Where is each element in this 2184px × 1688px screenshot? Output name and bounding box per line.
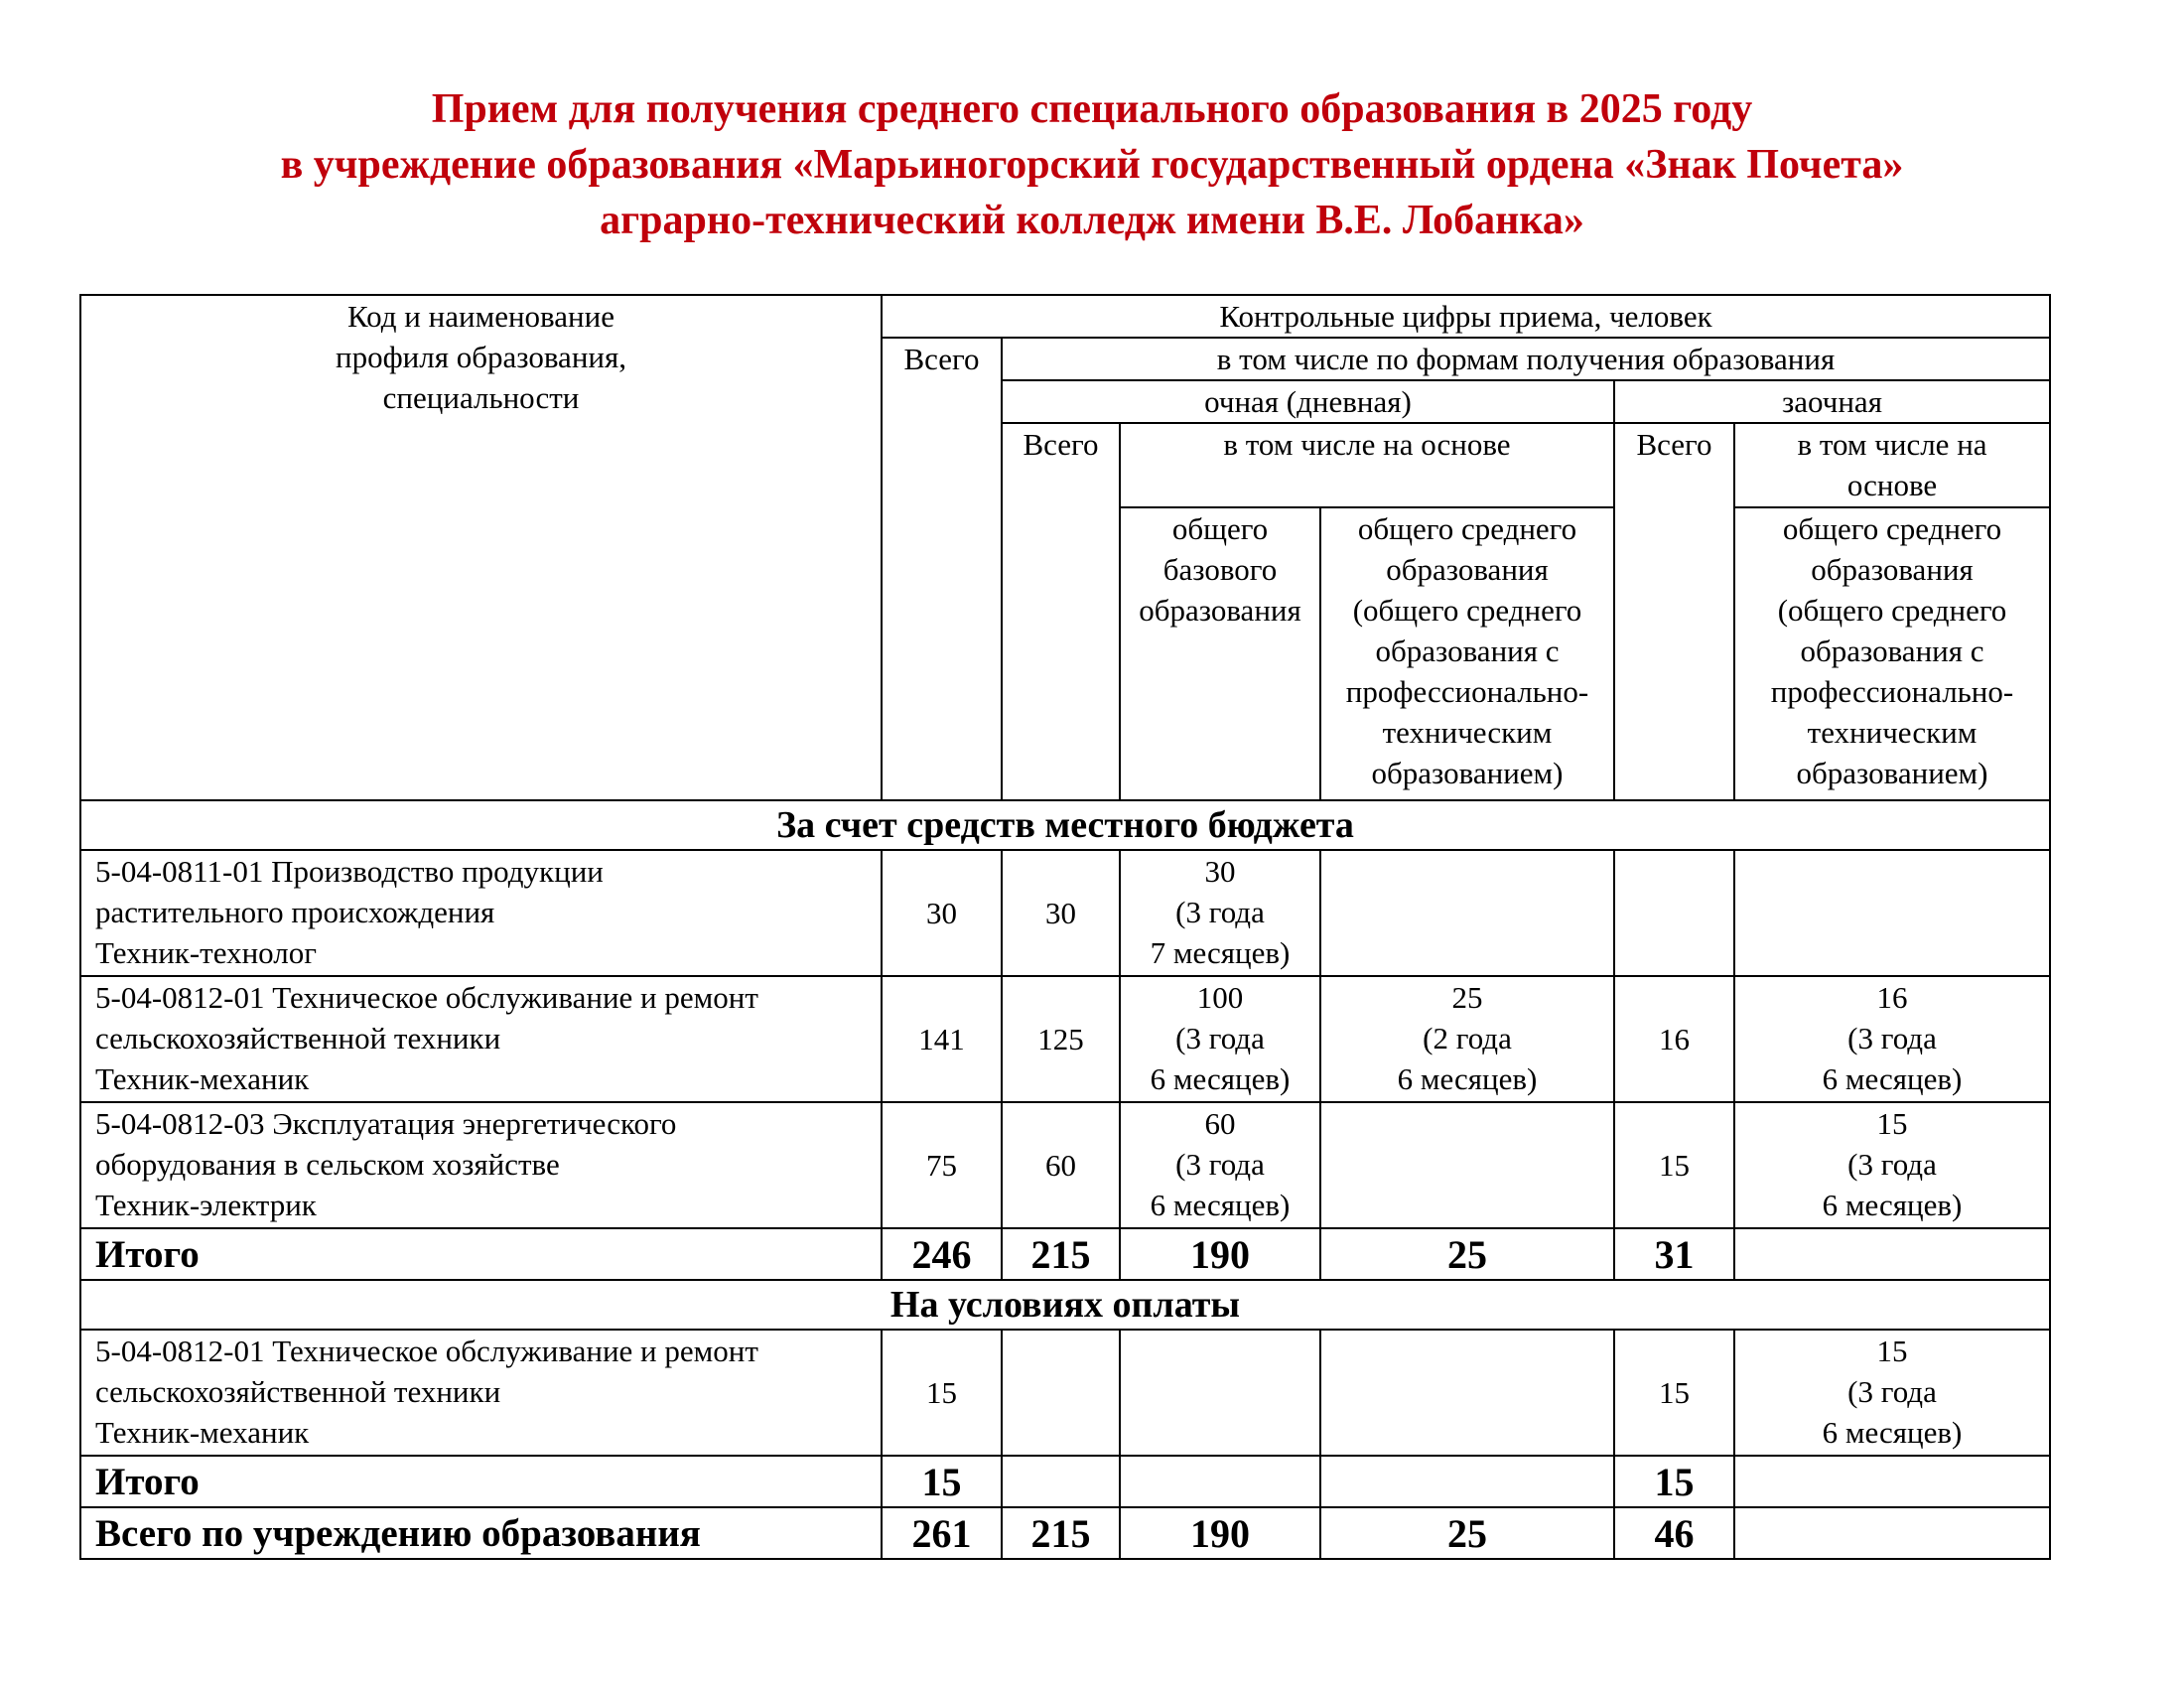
- header-name-line: специальности: [382, 380, 580, 415]
- ft-total-cell: 30: [1002, 850, 1120, 976]
- specialty-name: [80, 1102, 882, 1228]
- paid-total-row: [80, 1456, 2050, 1507]
- cell-line: 5-04-0812-01 Техническое обслуживание и ремонт: [95, 1334, 758, 1368]
- header-parttime: заочная: [1614, 380, 2050, 423]
- total-cell: 141: [882, 976, 1002, 1102]
- pt-total-cell: 15: [1614, 1102, 1734, 1228]
- header-pt-secondary-general: [1734, 507, 2050, 800]
- total-cell: 15: [882, 1330, 1002, 1456]
- pt-secondary-cell: [1734, 1102, 2050, 1228]
- sum-pt-total-cell: 46: [1614, 1507, 1734, 1559]
- pt-secondary-cell: [1734, 976, 2050, 1102]
- table-row: [80, 1330, 2050, 1456]
- section-budget: [80, 800, 2050, 850]
- cell-line: 6 месяцев): [1822, 1188, 1963, 1222]
- cell-line: 6 месяцев): [1397, 1061, 1538, 1096]
- sum-total-cell: 261: [882, 1507, 1002, 1559]
- pt-secondary-cell: [1734, 850, 2050, 976]
- sum-ft-secondary-cell: 25: [1320, 1507, 1614, 1559]
- sum-label: Всего по учреждению образования: [80, 1507, 882, 1559]
- header-control-figures: Контрольные цифры приема, человек: [882, 295, 2050, 338]
- cell-line: образованием): [1796, 756, 1988, 790]
- budget-total-row: [80, 1228, 2050, 1280]
- cell-line: образования: [1139, 593, 1301, 628]
- cell-line: общего среднего: [1357, 511, 1577, 546]
- cell-line: (2 года: [1423, 1021, 1512, 1055]
- cell-line: (3 года: [1175, 1147, 1265, 1182]
- cell-line: (3 года: [1175, 895, 1265, 929]
- header-fulltime: очная (дневная): [1002, 380, 1614, 423]
- title-line-2: в учреждение образования «Марьиногорский государственный ордена «Знак Почета»: [280, 142, 1904, 188]
- cell-line: сельскохозяйственной техники: [95, 1021, 501, 1055]
- pt-total-cell: [1614, 850, 1734, 976]
- ft-basic-cell: [1120, 850, 1320, 976]
- cell-line: 15: [1876, 1106, 1908, 1141]
- cell-line: 6 месяцев): [1822, 1415, 1963, 1450]
- cell-line: 5-04-0812-01 Техническое обслуживание и ремонт: [95, 980, 758, 1015]
- cell-line: 5-04-0812-03 Эксплуатация энергетического: [95, 1106, 677, 1141]
- cell-line: техническим: [1807, 715, 1978, 750]
- cell-line: техническим: [1382, 715, 1553, 750]
- table-row: [80, 976, 2050, 1102]
- sum-ft-total-cell: 215: [1002, 1228, 1120, 1280]
- cell-line: 16: [1876, 980, 1908, 1015]
- ft-total-cell: 125: [1002, 976, 1120, 1102]
- cell-line: образования: [1386, 552, 1549, 587]
- total-cell: 75: [882, 1102, 1002, 1228]
- sum-ft-basic-cell: 190: [1120, 1507, 1320, 1559]
- cell-line: (общего среднего: [1777, 593, 2007, 628]
- pt-total-cell: 15: [1614, 1330, 1734, 1456]
- specialty-name: [80, 1330, 882, 1456]
- header-ft-total: Всего: [1002, 423, 1120, 800]
- cell-line: 7 месяцев): [1150, 935, 1291, 970]
- cell-line: 6 месяцев): [1150, 1061, 1291, 1096]
- ft-total-cell: 60: [1002, 1102, 1120, 1228]
- cell-line: 15: [1876, 1334, 1908, 1368]
- cell-line: профессионально-: [1770, 674, 2014, 709]
- admission-table: [79, 294, 2051, 1560]
- header-name-column: [80, 295, 882, 800]
- ft-secondary-cell: [1320, 1102, 1614, 1228]
- cell-line: сельскохозяйственной техники: [95, 1374, 501, 1409]
- cell-line: 30: [1204, 854, 1236, 889]
- cell-line: Техник-механик: [95, 1061, 310, 1096]
- ft-basic-cell: [1120, 1102, 1320, 1228]
- ft-secondary-cell: [1320, 850, 1614, 976]
- sum-pt-total-cell: 31: [1614, 1228, 1734, 1280]
- header-name-line: профиля образования,: [335, 340, 627, 374]
- ft-secondary-cell: [1320, 1330, 1614, 1456]
- header-basic-general: [1120, 507, 1320, 800]
- cell-line: (3 года: [1847, 1147, 1937, 1182]
- sum-pt-secondary-cell: [1734, 1507, 2050, 1559]
- sum-label: Итого: [80, 1456, 882, 1507]
- cell-line: оборудования в сельском хозяйстве: [95, 1147, 560, 1182]
- cell-line: профессионально-: [1345, 674, 1589, 709]
- sum-ft-total-cell: 215: [1002, 1507, 1120, 1559]
- table-row: [80, 1102, 2050, 1228]
- cell-line: (3 года: [1847, 1374, 1937, 1409]
- ft-total-cell: [1002, 1330, 1120, 1456]
- cell-line: Техник-технолог: [95, 935, 317, 970]
- cell-line: образования с: [1375, 633, 1560, 668]
- sum-ft-total-cell: [1002, 1456, 1120, 1507]
- header-pt-basis-line: основе: [1846, 468, 1938, 502]
- cell-line: растительного происхождения: [95, 895, 495, 929]
- cell-line: 100: [1196, 980, 1244, 1015]
- header-total: Всего: [882, 338, 1002, 800]
- sum-pt-secondary-cell: [1734, 1228, 2050, 1280]
- table-row: [80, 850, 2050, 976]
- header-pt-basis-line: в том числе на: [1797, 427, 1987, 462]
- document-title: [0, 81, 2184, 248]
- cell-line: 6 месяцев): [1150, 1188, 1291, 1222]
- ft-secondary-cell: [1320, 976, 1614, 1102]
- cell-line: 25: [1451, 980, 1483, 1015]
- ft-basic-cell: [1120, 1330, 1320, 1456]
- sum-ft-basic-cell: 190: [1120, 1228, 1320, 1280]
- sum-pt-secondary-cell: [1734, 1456, 2050, 1507]
- cell-line: образования: [1811, 552, 1974, 587]
- sum-total-cell: 246: [882, 1228, 1002, 1280]
- cell-line: 6 месяцев): [1822, 1061, 1963, 1096]
- header-name-line: Код и наименование: [347, 299, 614, 334]
- cell-line: (общего среднего: [1352, 593, 1582, 628]
- sum-total-cell: 15: [882, 1456, 1002, 1507]
- cell-line: 5-04-0811-01 Производство продукции: [95, 854, 604, 889]
- cell-line: (3 года: [1175, 1021, 1265, 1055]
- cell-line: Техник-механик: [95, 1415, 310, 1450]
- ft-basic-cell: [1120, 976, 1320, 1102]
- header-secondary-general: [1320, 507, 1614, 800]
- cell-line: общего: [1171, 511, 1269, 546]
- specialty-name: [80, 976, 882, 1102]
- cell-line: Техник-электрик: [95, 1188, 317, 1222]
- specialty-name: [80, 850, 882, 976]
- header-ft-basis: в том числе на основе: [1120, 423, 1614, 507]
- total-cell: 30: [882, 850, 1002, 976]
- grand-total-row: [80, 1507, 2050, 1559]
- cell-line: образования с: [1800, 633, 1984, 668]
- pt-total-cell: 16: [1614, 976, 1734, 1102]
- pt-secondary-cell: [1734, 1330, 2050, 1456]
- sum-ft-secondary-cell: [1320, 1456, 1614, 1507]
- cell-line: базового: [1162, 552, 1278, 587]
- cell-line: (3 года: [1847, 1021, 1937, 1055]
- title-line-3: аграрно-технический колледж имени В.Е. Лобанка»: [600, 198, 1584, 243]
- section-title: За счет средств местного бюджета: [80, 800, 2050, 850]
- cell-line: образованием): [1371, 756, 1564, 790]
- header-pt-basis: [1734, 423, 2050, 507]
- sum-pt-total-cell: 15: [1614, 1456, 1734, 1507]
- cell-line: 60: [1204, 1106, 1236, 1141]
- section-title: На условиях оплаты: [80, 1280, 2050, 1330]
- cell-line: общего среднего: [1782, 511, 2002, 546]
- title-line-1: Прием для получения среднего специального образования в 2025 году: [431, 86, 1753, 132]
- sum-label: Итого: [80, 1228, 882, 1280]
- sum-ft-secondary-cell: 25: [1320, 1228, 1614, 1280]
- section-paid: [80, 1280, 2050, 1330]
- sum-ft-basic-cell: [1120, 1456, 1320, 1507]
- header-forms: в том числе по формам получения образования: [1002, 338, 2050, 380]
- header-pt-total: Всего: [1614, 423, 1734, 800]
